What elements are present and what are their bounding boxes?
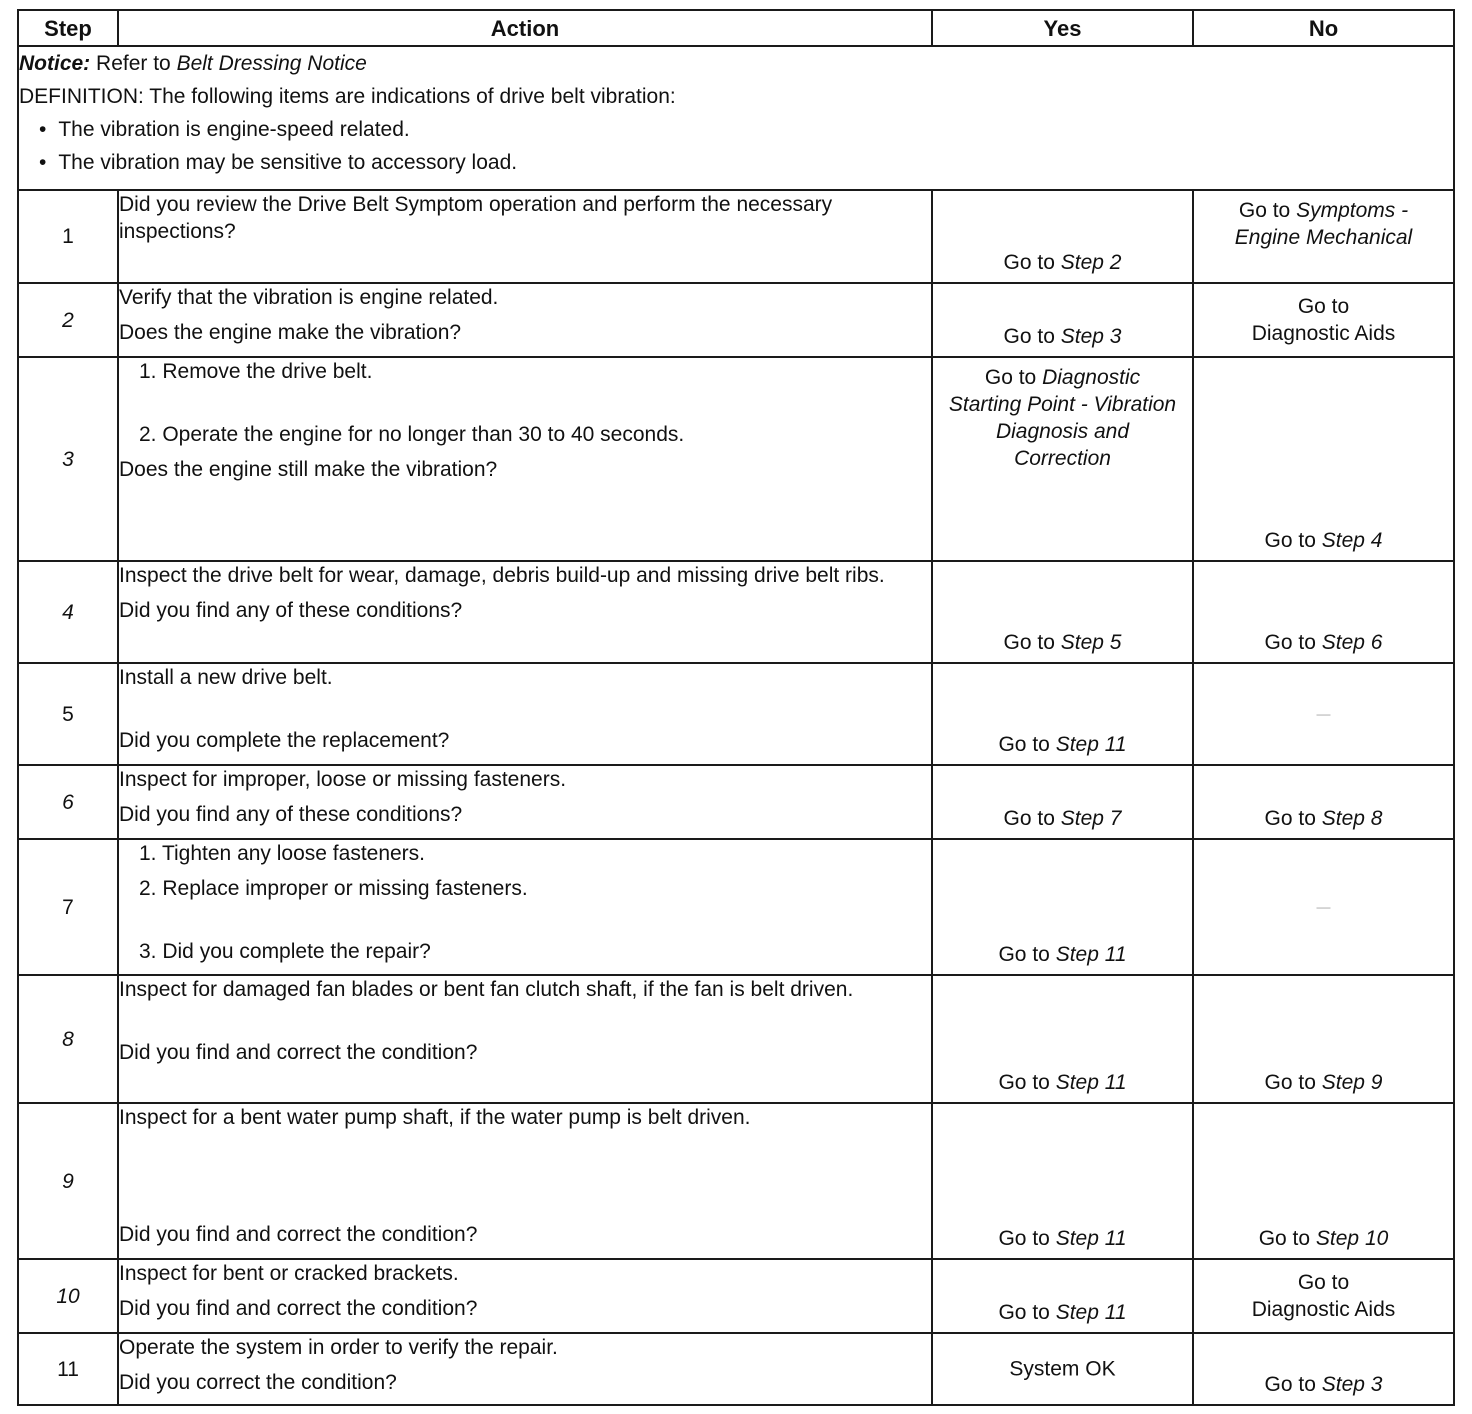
action-text: Inspect for a bent water pump shaft, if the water pump is belt driven. [119,1106,751,1129]
no-cell [1193,190,1454,283]
action-cell [118,975,932,1103]
action-list [119,840,931,965]
yes-goto: Go to [1003,807,1055,830]
action-list-item: 3. Did you complete the repair? [139,940,431,963]
action-question: Did you find any of these conditions? [119,803,463,826]
notice-row [18,46,1454,190]
action-list-item: 1. Tighten any loose fasteners. [139,842,426,865]
no-link[interactable]: Step 6 [1321,631,1383,654]
yes-cell [932,190,1193,283]
notice-cell [18,46,1454,190]
table-row [18,839,1454,975]
notice-label: Notice: [19,52,91,75]
action-cell [118,663,932,765]
action-cell [118,283,932,357]
yes-link[interactable]: Step 7 [1060,807,1122,830]
yes-link[interactable]: Step 11 [1055,733,1127,756]
definition-bullet: • The vibration may be sensitive to accessory load. [39,146,1453,179]
yes-link[interactable]: Diagnostic Starting Point - Vibration Diagnosis and Correction [948,366,1177,470]
yes-link[interactable]: Step 3 [1060,325,1122,348]
action-cell [118,357,932,561]
yes-goto: Go to [998,1301,1050,1324]
no-link[interactable]: Step 3 [1321,1373,1383,1396]
table-row [18,765,1454,839]
table-row [18,283,1454,357]
yes-link[interactable]: Step 2 [1060,251,1122,274]
yes-result: System OK [1009,1357,1116,1381]
header-no: No [1193,10,1454,46]
definition-list [19,113,1453,179]
yes-link[interactable]: Step 5 [1060,631,1122,654]
table-row [18,561,1454,663]
yes-goto: Go to [1003,251,1055,274]
action-text: Verify that the vibration is engine related. [119,286,499,309]
action-text: Inspect for damaged fan blades or bent fan clutch shaft, if the fan is belt driven. [119,978,854,1001]
notice-text: Refer to [96,52,171,75]
no-cell [1193,1333,1454,1405]
action-cell [118,765,932,839]
action-question: Did you find any of these conditions? [119,599,463,622]
no-link[interactable]: Step 4 [1321,529,1383,552]
no-cell [1193,357,1454,561]
action-question: Does the engine still make the vibration? [119,458,498,481]
step-number: 7 [18,839,118,975]
action-question: Did you correct the condition? [119,1371,397,1394]
yes-goto: Go to [998,733,1050,756]
no-cell [1193,283,1454,357]
no-cell [1193,839,1454,975]
no-cell [1193,975,1454,1103]
no-cell [1193,561,1454,663]
action-text: Operate the system in order to verify the repair. [119,1336,558,1359]
no-goto: Go to [1264,1071,1316,1094]
action-cell [118,561,932,663]
action-cell [118,1259,932,1333]
action-list-item: 2. Replace improper or missing fasteners. [139,877,528,900]
table-row [18,975,1454,1103]
step-number: 9 [18,1103,118,1259]
no-cell [1193,1259,1454,1333]
no-dash: — [1316,705,1331,722]
yes-cell [932,663,1193,765]
diagnostic-table [17,9,1455,1406]
action-cell [118,190,932,283]
no-cell [1193,1103,1454,1259]
yes-cell [932,839,1193,975]
no-goto: Go to [1264,631,1316,654]
action-cell [118,1333,932,1405]
no-link[interactable]: Diagnostic Aids [1251,1298,1396,1321]
yes-cell [932,283,1193,357]
yes-link[interactable]: Step 11 [1055,1301,1127,1324]
action-question: Does the engine make the vibration? [119,321,462,344]
yes-link[interactable]: Step 11 [1055,943,1127,966]
yes-cell [932,1103,1193,1259]
step-number: 5 [18,663,118,765]
step-number: 2 [18,283,118,357]
no-goto: Go to [1264,1373,1316,1396]
no-goto: Go to [1264,807,1316,830]
yes-cell [932,357,1193,561]
step-number: 11 [18,1333,118,1405]
action-cell [118,1103,932,1259]
yes-cell [932,765,1193,839]
action-text: Did you review the Drive Belt Symptom operation and perform the necessary inspections? [119,193,833,243]
definition-bullet: • The vibration is engine-speed related. [39,113,1453,146]
definition-text: DEFINITION: The following items are indications of drive belt vibration: [19,85,676,108]
yes-cell [932,1333,1193,1405]
yes-link[interactable]: Step 11 [1055,1071,1127,1094]
action-cell [118,839,932,975]
yes-goto: Go to [998,943,1050,966]
action-list-item: 1. Remove the drive belt. [139,360,373,383]
yes-goto: Go to [984,366,1037,389]
no-link[interactable]: Step 8 [1321,807,1383,830]
notice-link[interactable]: Belt Dressing Notice [176,52,367,75]
header-row [18,10,1454,46]
step-number: 10 [18,1259,118,1333]
step-number: 3 [18,357,118,561]
header-action: Action [118,10,932,46]
yes-goto: Go to [1003,325,1055,348]
no-link[interactable]: Step 10 [1315,1227,1389,1250]
yes-goto: Go to [998,1071,1050,1094]
table-row [18,1103,1454,1259]
yes-cell [932,975,1193,1103]
action-list [119,358,931,448]
no-goto: Go to [1264,529,1316,552]
no-link[interactable]: Step 9 [1321,1071,1383,1094]
action-question: Did you find and correct the condition? [119,1223,478,1246]
no-goto: Go to [1238,199,1291,222]
header-step: Step [18,10,118,46]
action-text: Inspect for improper, loose or missing fasteners. [119,768,567,791]
table-row [18,357,1454,561]
no-goto: Go to [1297,295,1350,318]
no-cell [1193,663,1454,765]
table-row [18,1333,1454,1405]
action-text: Inspect for bent or cracked brackets. [119,1262,459,1285]
no-link[interactable]: Diagnostic Aids [1251,322,1396,345]
yes-goto: Go to [998,1227,1050,1250]
action-question: Did you find and correct the condition? [119,1041,478,1064]
action-text: Install a new drive belt. [119,666,333,689]
action-text: Inspect the drive belt for wear, damage, debris build-up and missing drive belt ribs. [119,564,885,587]
action-question: Did you complete the replacement? [119,729,450,752]
yes-cell [932,561,1193,663]
yes-link[interactable]: Step 11 [1055,1227,1127,1250]
no-link[interactable]: Symptoms - Engine Mechanical [1234,199,1413,249]
step-number: 1 [18,190,118,283]
action-question: Did you find and correct the condition? [119,1297,478,1320]
header-yes: Yes [932,10,1193,46]
action-list-item: 2. Operate the engine for no longer than 30 to 40 seconds. [139,423,685,446]
no-dash: — [1316,898,1331,915]
yes-goto: Go to [1003,631,1055,654]
yes-cell [932,1259,1193,1333]
no-goto: Go to [1297,1271,1350,1294]
step-number: 4 [18,561,118,663]
step-number: 8 [18,975,118,1103]
no-goto: Go to [1258,1227,1311,1250]
table-row [18,1259,1454,1333]
step-number: 6 [18,765,118,839]
table-row [18,190,1454,283]
table-row [18,663,1454,765]
no-cell [1193,765,1454,839]
